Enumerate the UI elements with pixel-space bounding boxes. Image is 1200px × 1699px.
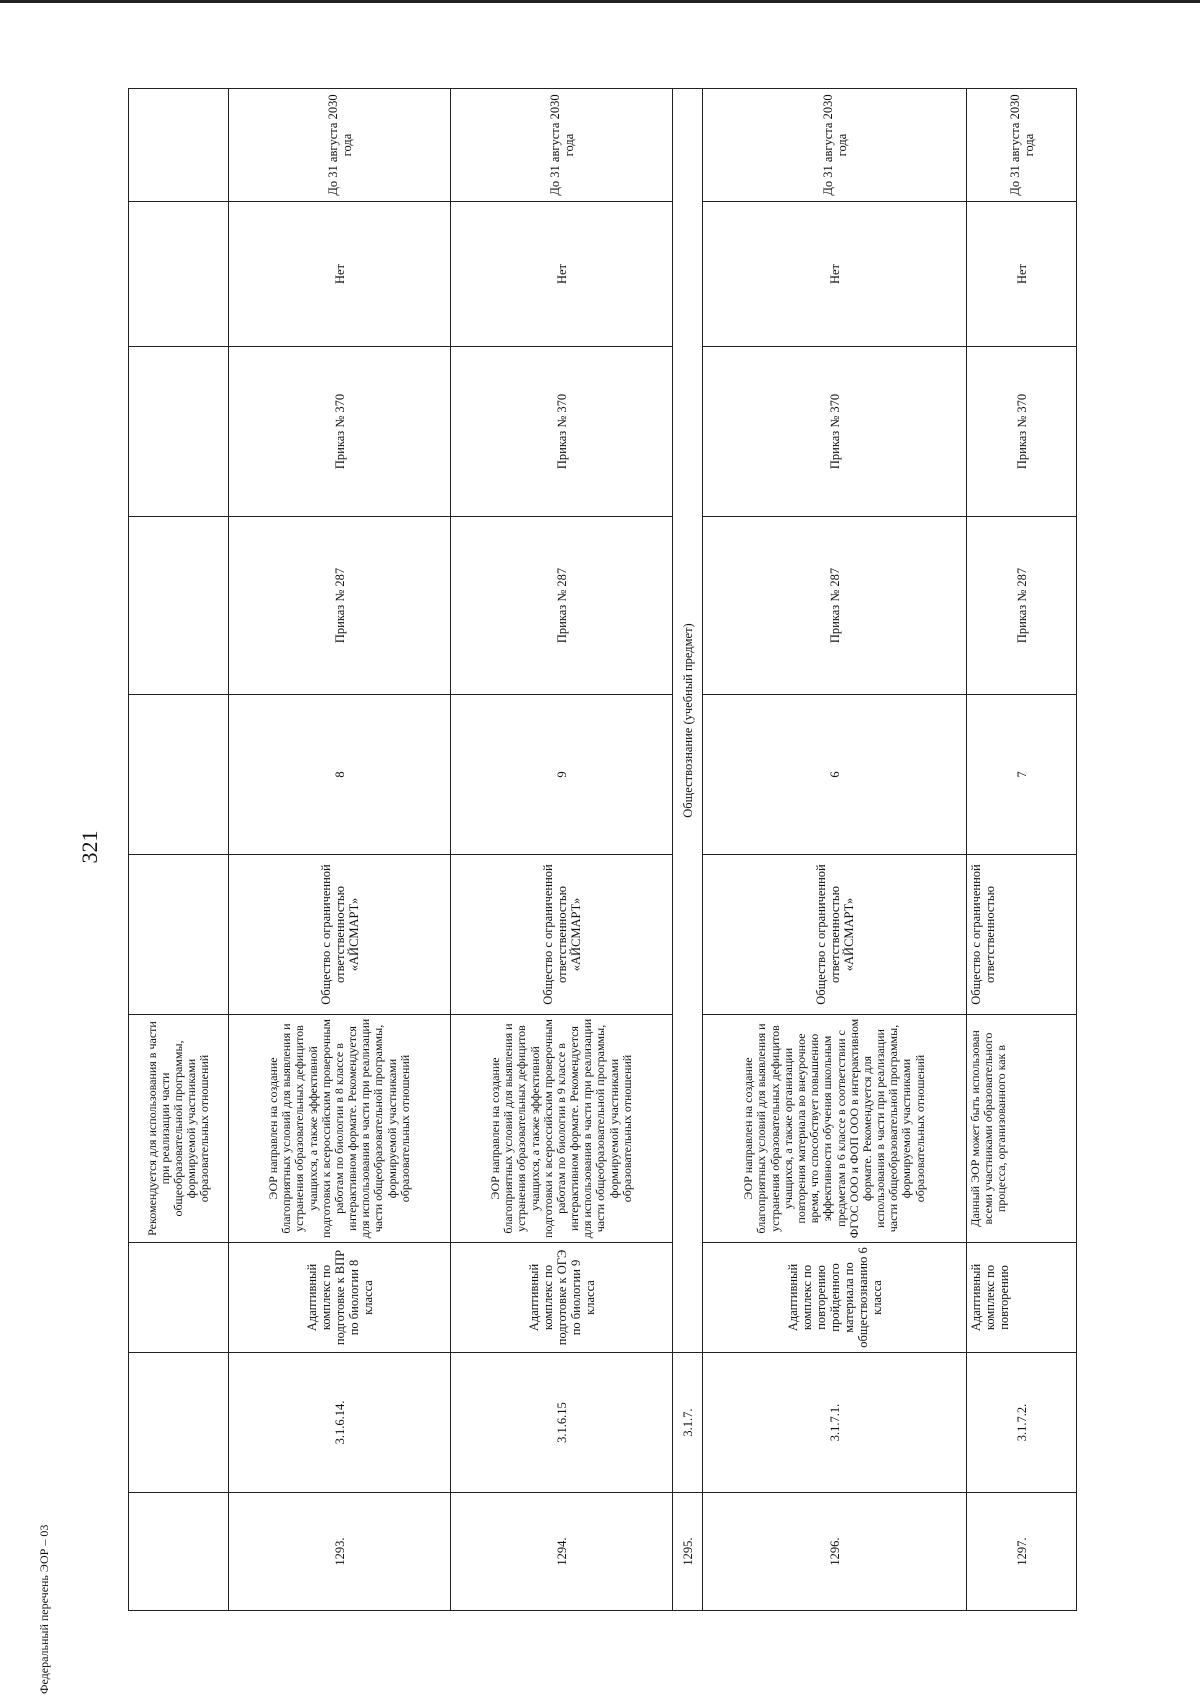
term-cell: [129, 89, 229, 202]
developer-cell: Общество с ограниченной ответственностью: [967, 855, 1077, 1015]
page-number: 321: [77, 830, 102, 864]
grade-cell: 6: [703, 695, 967, 855]
restriction-cell: Нет: [967, 202, 1077, 347]
description-cell: ЭОР направлен на создание благоприятных условий для выявления и устранения образовательных дефицитов учащихся, а также эффективной подготовки к всероссийским проверочным работам по биологии в 8 классе в интерактивном формате. Рекомендуется для использования в части при реализации части общеобразовательной программы, формируемой участниками образовательных отношений: [229, 1015, 451, 1243]
row-number-cell: 1294.: [451, 1493, 673, 1611]
order-370-cell: [129, 347, 229, 517]
row-number-cell: 1296.: [703, 1493, 967, 1611]
resource-table-container: [128, 89, 1076, 1611]
table-row: [229, 89, 451, 1611]
developer-cell: Общество с ограниченной ответственностью «АЙСМАРТ»: [229, 855, 451, 1015]
restriction-cell: Нет: [451, 202, 673, 347]
table-row: [129, 89, 229, 1611]
order-287-cell: [129, 517, 229, 695]
developer-cell: [129, 855, 229, 1015]
grade-cell: [129, 695, 229, 855]
resource-name-cell: Адаптивный комплекс по подготовке к ОГЭ по биологии 9 класса: [451, 1243, 673, 1353]
grade-cell: 9: [451, 695, 673, 855]
resource-name-cell: Адаптивный комплекс по подготовке к ВПР по биологии 8 класса: [229, 1243, 451, 1353]
order-370-cell: Приказ № 370: [703, 347, 967, 517]
grade-cell: 7: [967, 695, 1077, 855]
order-370-cell: Приказ № 370: [451, 347, 673, 517]
order-287-cell: Приказ № 287: [967, 517, 1077, 695]
term-cell: До 31 августа 2030 года: [967, 89, 1077, 202]
table-row: [967, 89, 1077, 1611]
section-row: [673, 89, 703, 1611]
code-cell: [129, 1353, 229, 1493]
restriction-cell: Нет: [703, 202, 967, 347]
code-cell: 3.1.7.1.: [703, 1353, 967, 1493]
section-number-cell: 1295.: [673, 1493, 703, 1611]
restriction-cell: Нет: [229, 202, 451, 347]
resource-name-cell: Адаптивный комплекс по повторению пройденного материала по обществознанию 6 класса: [703, 1243, 967, 1353]
footer-note: Федеральный перечень ЭОР – 03: [37, 1524, 51, 1694]
developer-cell: Общество с ограниченной ответственностью «АЙСМАРТ»: [703, 855, 967, 1015]
resource-name-cell: Адаптивный комплекс по повторению: [967, 1243, 1077, 1353]
code-cell: 3.1.6.15: [451, 1353, 673, 1493]
description-cell: Данный ЭОР может быть использован всеми участниками образовательного процесса, организованного как в: [967, 1015, 1077, 1243]
order-287-cell: Приказ № 287: [229, 517, 451, 695]
top-rule: [0, 0, 1200, 3]
table-row: [703, 89, 967, 1611]
developer-cell: Общество с ограниченной ответственностью «АЙСМАРТ»: [451, 855, 673, 1015]
table-row: [451, 89, 673, 1611]
code-cell: 3.1.7.2.: [967, 1353, 1077, 1493]
restriction-cell: [129, 202, 229, 347]
order-370-cell: Приказ № 370: [967, 347, 1077, 517]
section-code-cell: 3.1.7.: [673, 1353, 703, 1493]
row-number-cell: 1297.: [967, 1493, 1077, 1611]
code-cell: 3.1.6.14.: [229, 1353, 451, 1493]
row-number-cell: [129, 1493, 229, 1611]
resource-table: [128, 88, 1077, 1611]
section-title: Обществознание (учебный предмет): [673, 89, 703, 1353]
resource-name-cell: [129, 1243, 229, 1353]
description-cell: Рекомендуется для использования в части при реализации части общеобразовательной программы, формируемой участниками образовательных отношений: [129, 1015, 229, 1243]
order-287-cell: Приказ № 287: [703, 517, 967, 695]
term-cell: До 31 августа 2030 года: [229, 89, 451, 202]
order-370-cell: Приказ № 370: [229, 347, 451, 517]
term-cell: До 31 августа 2030 года: [703, 89, 967, 202]
grade-cell: 8: [229, 695, 451, 855]
order-287-cell: Приказ № 287: [451, 517, 673, 695]
description-cell: ЭОР направлен на создание благоприятных условий для выявления и устранения образовательных дефицитов учащихся, а также эффективной подготовки к всероссийским проверочным работам по биологии в 9 классе в интерактивном формате. Рекомендуется для использования в части при реализации части общеобразовательной программы, формируемой участниками образовательных отношений: [451, 1015, 673, 1243]
row-number-cell: 1293.: [229, 1493, 451, 1611]
description-cell: ЭОР направлен на создание благоприятных условий для выявления и устранения образовательных дефицитов учащихся, а также организации повторения материала во внеурочное время, что способствует повышению эффективности обучения школьным предметам в 6 классе в соответствии с ФГОС ООО и ФОП ООО в интерактивном формате. Рекомендуется для использования в части при реализации части общеобразовательной программы, формируемой участниками образовательных отношений: [703, 1015, 967, 1243]
term-cell: До 31 августа 2030 года: [451, 89, 673, 202]
